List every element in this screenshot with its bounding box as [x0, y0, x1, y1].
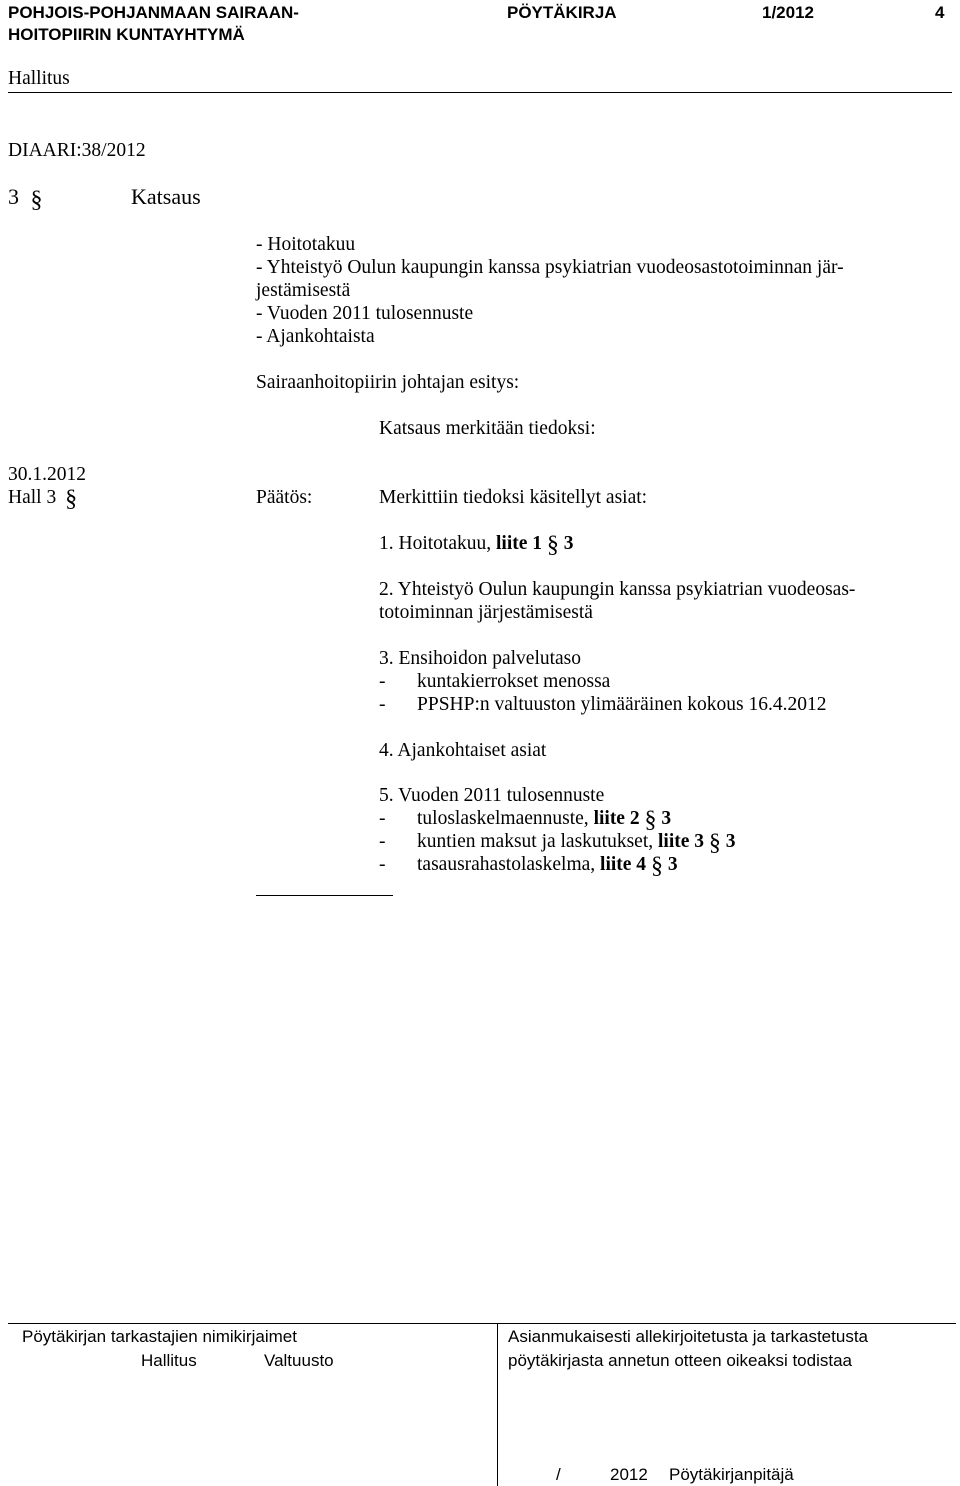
- decision-item-5-sub-1: - tuloslaskelmaennuste, liite 2 § 3: [379, 807, 672, 833]
- doc-type: PÖYTÄKIRJA: [507, 3, 617, 22]
- intro-item-4: - Ajankohtaista: [256, 326, 375, 347]
- footer-divider: [497, 1323, 498, 1486]
- header-rule: [8, 92, 952, 93]
- decision-item-3-sub-1: - kuntakierrokset menossa: [379, 671, 611, 692]
- footer-rule: [8, 1323, 956, 1324]
- section-number: 3: [8, 184, 19, 209]
- decision-item-4-title: 4. Ajankohtaiset asiat: [379, 740, 547, 761]
- attachment-label: liite 3: [658, 831, 705, 852]
- decision-item-1-text: 1. Hoitotakuu,: [379, 533, 492, 554]
- doc-number: 1/2012: [762, 3, 814, 22]
- intro-item-3: - Vuoden 2011 tulosennuste: [256, 303, 474, 324]
- footer-date-slash: /: [556, 1465, 561, 1484]
- intro-item-2: - Yhteistyö Oulun kaupungin kanssa psykiatrian vuodeosastotoiminnan jär-: [256, 257, 844, 278]
- section-end-rule: [256, 895, 393, 896]
- decision-item-3-title: 3. Ensihoidon palvelutaso: [379, 648, 582, 669]
- section-symbol: §: [644, 807, 657, 833]
- decision-item-5-title: 5. Vuoden 2011 tulosennuste: [379, 785, 605, 806]
- meeting-ref-section-symbol: §: [65, 486, 78, 512]
- decision-item-5-sub-2: - kuntien maksut ja laskutukset, liite 3 § 3: [379, 830, 736, 856]
- decision-item-3-sub-2: - PPSHP:n valtuuston ylimääräinen kokous 16.4.2012: [379, 694, 827, 715]
- meeting-ref-text: Hall 3: [8, 487, 57, 508]
- decision-item-1-section-number: 3: [563, 533, 574, 554]
- section-title: Katsaus: [131, 184, 201, 209]
- proposal-text: Katsaus merkitään tiedoksi:: [379, 418, 596, 439]
- footer-right-line1: Asianmukaisesti allekirjoitetusta ja tarkastetusta: [508, 1327, 868, 1346]
- decision-item-1: [379, 532, 574, 557]
- footer-col-valtuusto: Valtuusto: [264, 1351, 334, 1370]
- intro-item-2-cont: jestämisestä: [256, 280, 351, 301]
- meeting-date: 30.1.2012: [8, 464, 86, 485]
- meeting-ref: [8, 486, 77, 511]
- body-name: Hallitus: [8, 68, 70, 89]
- diaari: DIAARI:38/2012: [8, 140, 146, 161]
- footer-left-title: Pöytäkirjan tarkastajien nimikirjaimet: [22, 1327, 297, 1346]
- decision-text: Merkittiin tiedoksi käsitellyt asiat:: [379, 487, 648, 508]
- attachment-label: liite 2: [593, 808, 640, 829]
- section-symbol: §: [708, 830, 721, 856]
- decision-label: Päätös:: [256, 487, 313, 508]
- footer-signer-role: Pöytäkirjanpitäjä: [669, 1465, 794, 1484]
- section-symbol: §: [30, 187, 43, 213]
- decision-item-1-section-symbol: §: [546, 532, 559, 558]
- org-name-line2: HOITOPIIRIN KUNTAYHTYMÄ: [8, 25, 245, 44]
- section-symbol: §: [650, 853, 663, 879]
- attachment-label: liite 4: [600, 854, 647, 875]
- decision-item-2-line2: totoiminnan järjestämisestä: [379, 602, 593, 623]
- proposal-label: Sairaanhoitopiirin johtajan esitys:: [256, 372, 520, 393]
- decision-item-1-attachment: liite 1: [496, 533, 543, 554]
- footer-col-hallitus: Hallitus: [141, 1351, 197, 1370]
- footer-year: 2012: [610, 1465, 648, 1484]
- section-heading: [8, 184, 43, 213]
- footer-right-line2: pöytäkirjasta annetun otteen oikeaksi todistaa: [508, 1351, 853, 1370]
- intro-item-1: - Hoitotakuu: [256, 234, 356, 255]
- decision-item-5-sub-3: - tasausrahastolaskelma, liite 4 § 3: [379, 853, 678, 879]
- org-name-line1: POHJOIS-POHJANMAAN SAIRAAN-: [8, 3, 299, 22]
- decision-item-2-line1: 2. Yhteistyö Oulun kaupungin kanssa psykiatrian vuodeosas-: [379, 579, 856, 600]
- page-number: 4: [935, 3, 945, 22]
